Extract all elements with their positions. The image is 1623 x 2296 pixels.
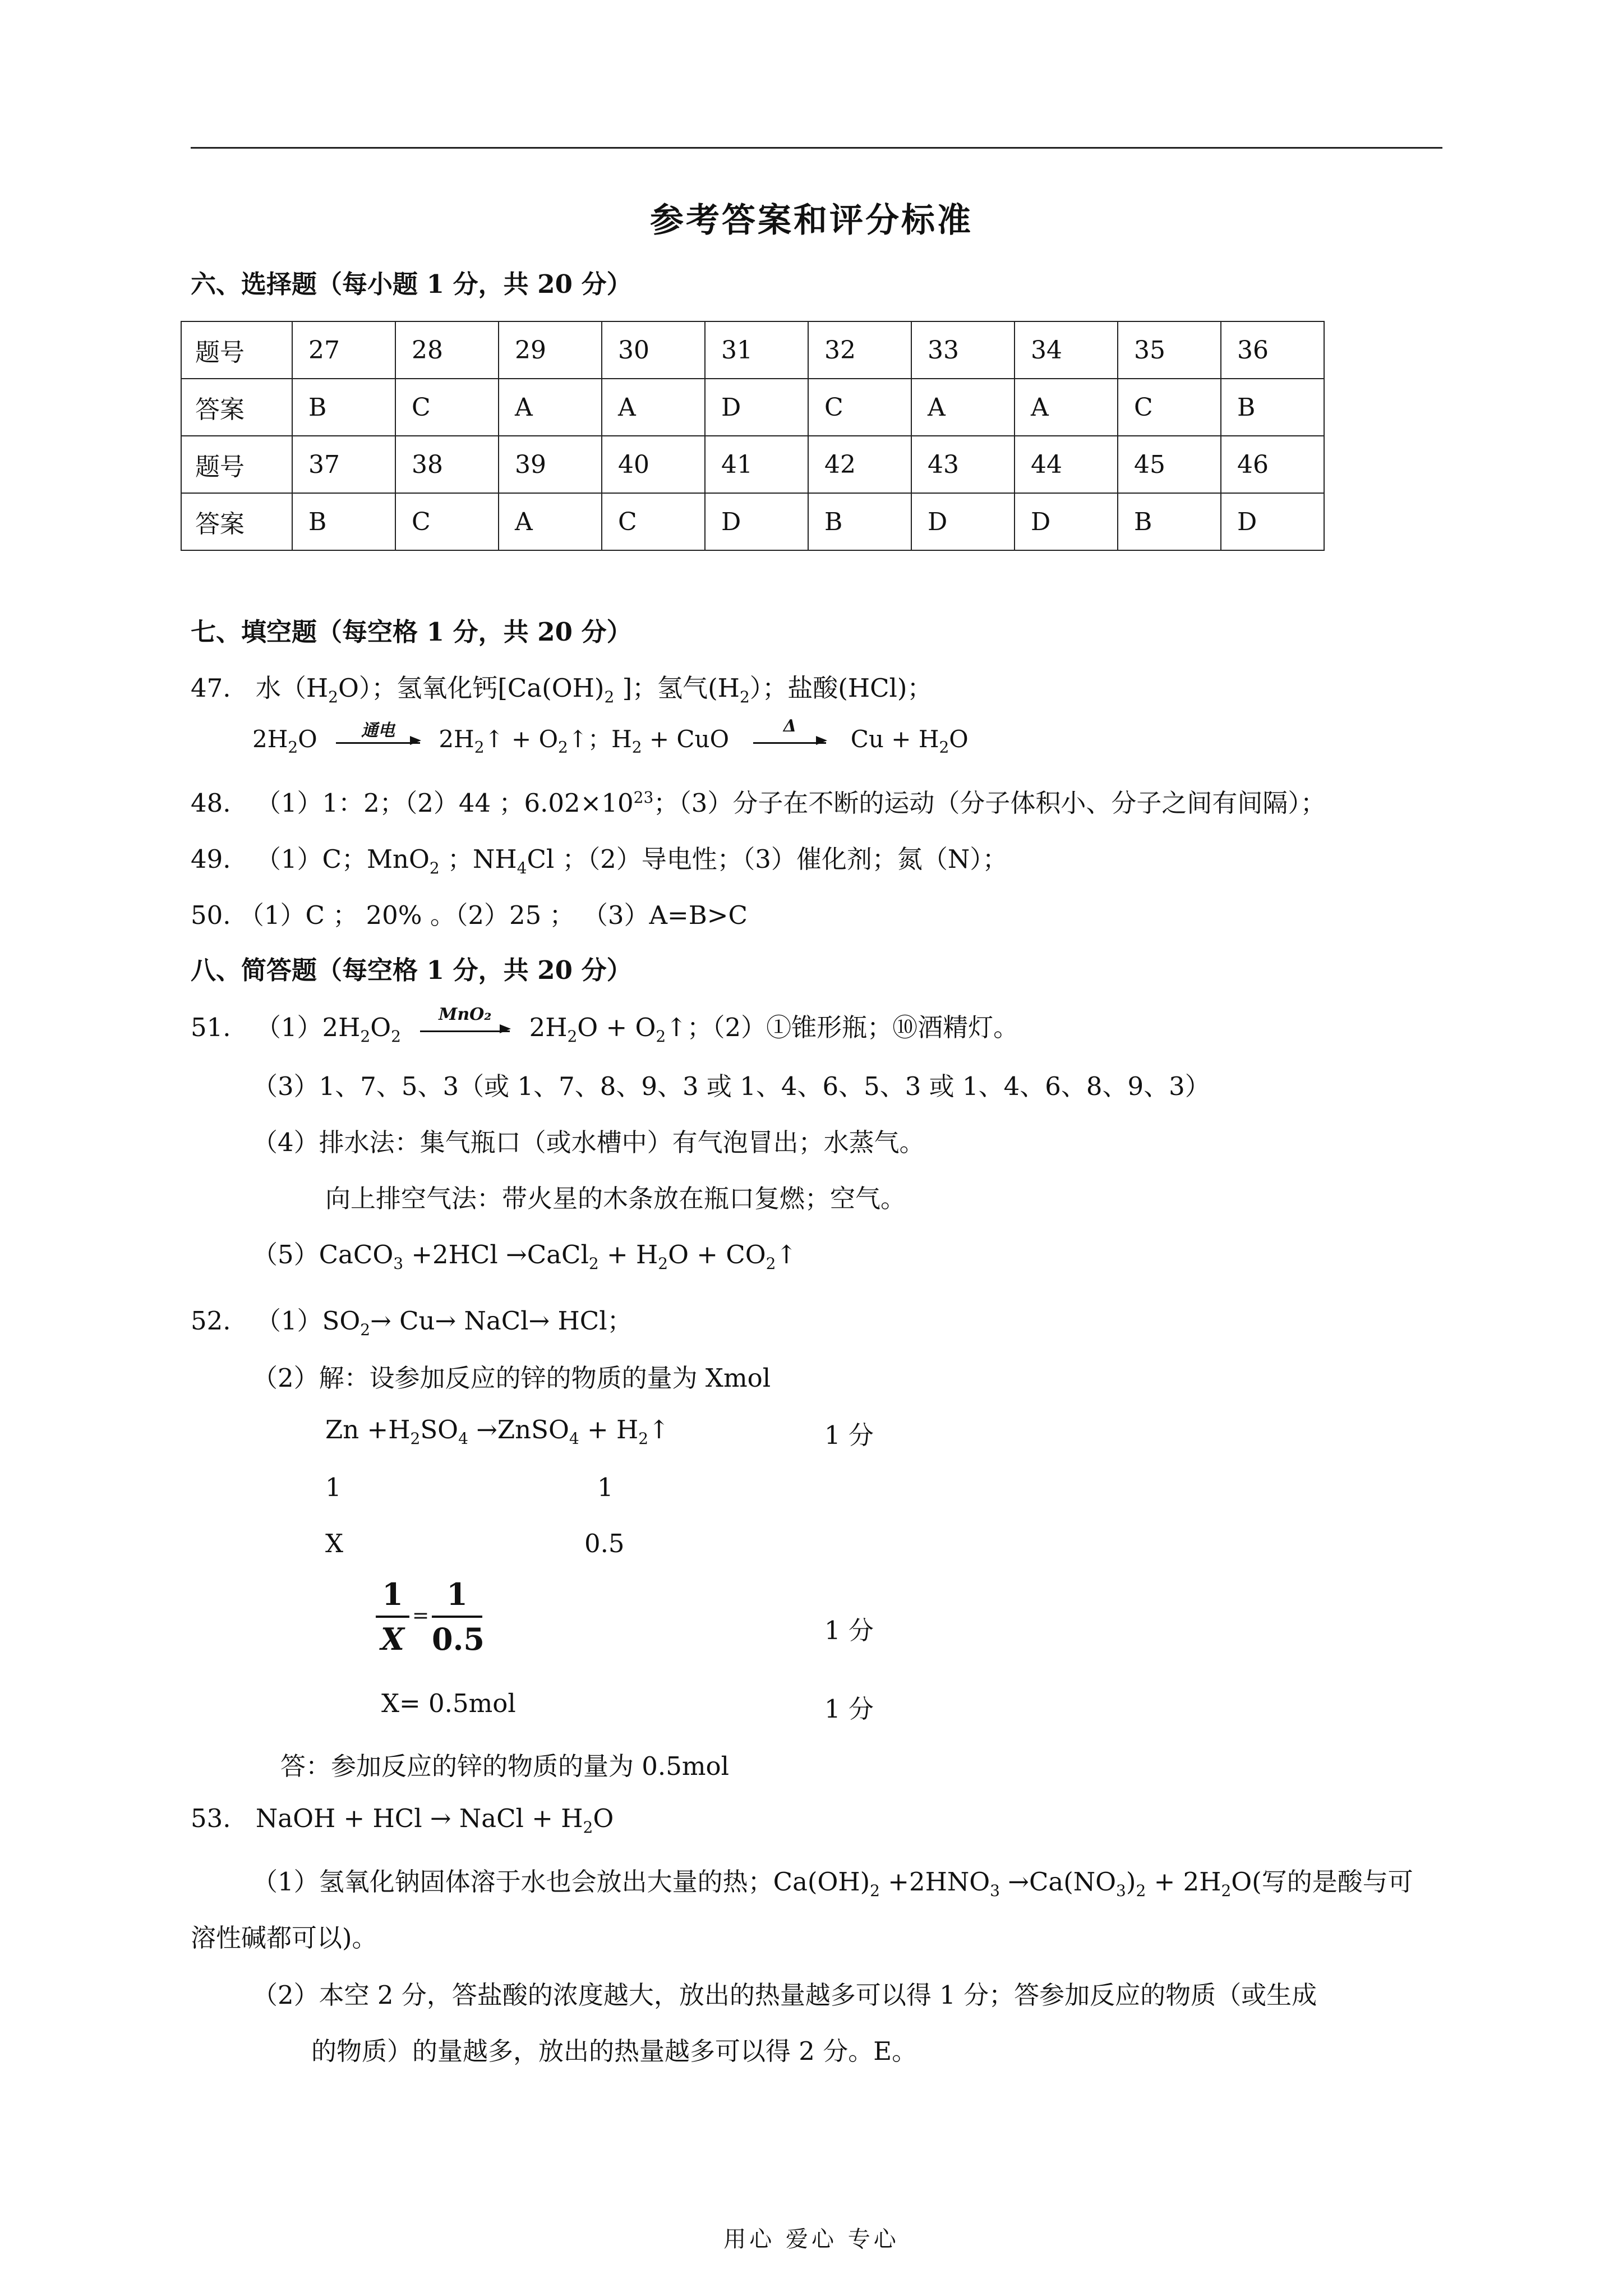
page-title: 参考答案和评分标准 <box>650 201 973 240</box>
table-cell: 45 <box>1118 436 1221 493</box>
q52-part2: （2）解：设参加反应的锌的物质的量为 Xmol <box>252 1363 771 1393</box>
table-cell: 46 <box>1221 436 1324 493</box>
q53-part2b: 的物质）的量越多，放出的热量越多可以得 2 分。E。 <box>311 2036 917 2066</box>
table-cell: 34 <box>1015 321 1118 379</box>
question-number: 47. <box>191 673 231 703</box>
q50-answer: 50. （1）C ； 20% 。（2）25 ； （3）A=B>C <box>191 900 748 930</box>
q52-result: X= 0.5mol <box>381 1688 516 1718</box>
heating-arrow <box>753 716 826 744</box>
ratio-value: 1 <box>597 1473 614 1502</box>
table-cell: B <box>1221 379 1324 436</box>
table-cell: C <box>395 493 499 550</box>
table-cell: A <box>499 379 602 436</box>
table-cell: B <box>1118 493 1221 550</box>
reaction-condition: Δ <box>783 716 797 736</box>
q52-equation: $Zn +H_2SO_4$ →ZnSO$_4$ + $H_2↑$ <box>325 1415 670 1448</box>
section-8-heading: 八、简答题（每空格 1 分，共 20 分） <box>191 955 632 985</box>
q48-answer: 48. （1）1：2；（2）44 ；$6.02\times 10^{23}$；（3）分子在不断的运动（分子体积小、分子之间有间隔）； <box>191 788 1326 818</box>
row-label: 答案 <box>181 379 292 436</box>
question-number: 51. <box>191 1013 231 1042</box>
fraction-denominator: 0.5 <box>432 1621 485 1657</box>
table-cell: 44 <box>1015 436 1118 493</box>
table-row <box>181 436 1324 493</box>
table-cell: 40 <box>602 436 705 493</box>
table-cell: D <box>1015 493 1118 550</box>
table-row <box>181 493 1324 550</box>
fraction-numerator: 1 <box>446 1576 468 1612</box>
row-label: 答案 <box>181 493 292 550</box>
equals-sign: = <box>412 1604 430 1627</box>
ratio-value: X <box>325 1529 344 1558</box>
table-cell: 31 <box>705 321 808 379</box>
q47-equations: $2H_2O$ 通电 $2H_2↑$ + $O_2↑$；$H_2$ + CuO Δ $Cu + H_2O$ <box>252 716 969 757</box>
q53-part1a: （1）氢氧化钠固体溶于水也会放出大量的热；$Ca(OH)_2 +2HNO_3 \to Ca(NO_3)_2 + 2H_2O$(写的是酸与可 <box>252 1867 1413 1900</box>
q49-answer: 49. （1）C；MnO$_2$ ；$NH_4Cl$ ；（2）导电性；（3）催化剂；氮（N）； <box>191 844 1008 877</box>
table-cell: D <box>911 493 1015 550</box>
ratio-value: 0.5 <box>584 1529 625 1558</box>
table-row <box>181 379 1324 436</box>
ratio-value: 1 <box>325 1473 342 1502</box>
header-rule <box>191 147 1442 149</box>
q53-line1: 53. NaOH + HCl → NaCl + $H_2O$ <box>191 1803 614 1837</box>
question-number: 49. <box>191 844 231 874</box>
reaction-condition: 通电 <box>361 720 395 740</box>
q52-answer: 答：参加反应的锌的物质的量为 0.5mol <box>280 1751 730 1781</box>
table-cell: 29 <box>499 321 602 379</box>
table-cell: C <box>602 493 705 550</box>
table-cell: 33 <box>911 321 1015 379</box>
section-7-heading: 七、填空题（每空格 1 分，共 20 分） <box>191 617 632 647</box>
table-cell: B <box>292 379 395 436</box>
table-cell: 35 <box>1118 321 1221 379</box>
table-cell: D <box>705 493 808 550</box>
table-cell: D <box>1221 493 1324 550</box>
question-number: 53. <box>191 1803 231 1833</box>
table-cell: A <box>602 379 705 436</box>
table-cell: B <box>292 493 395 550</box>
fraction-right <box>432 1576 485 1657</box>
table-cell: B <box>808 493 911 550</box>
catalyst-arrow <box>420 1005 510 1032</box>
table-cell: 39 <box>499 436 602 493</box>
table-cell: 43 <box>911 436 1015 493</box>
table-cell: D <box>705 379 808 436</box>
table-cell: C <box>1118 379 1221 436</box>
q51-line1: 51. $(1)2H_2O_2$ MnO₂ $2H_2O$ + $O_2↑$；（2）①锥形瓶；⑩酒精灯。 <box>191 1005 1019 1046</box>
q52-line1: 52. $(1)SO_2\to Cu\to$ NaCl→ HCl； <box>191 1306 633 1339</box>
fraction-denominator: X <box>381 1621 404 1657</box>
reaction-condition: MnO₂ <box>439 1005 492 1024</box>
table-cell: 38 <box>395 436 499 493</box>
row-label: 题号 <box>181 436 292 493</box>
q51-part5: （5）CaCO$_3$ +2HCl →CaCl$_2$ + $H_2O$ + $CO_2↑$ <box>252 1240 797 1273</box>
table-cell: 42 <box>808 436 911 493</box>
table-cell: 36 <box>1221 321 1324 379</box>
electrolysis-arrow <box>336 720 420 744</box>
table-cell: 32 <box>808 321 911 379</box>
table-cell: 27 <box>292 321 395 379</box>
table-cell: 41 <box>705 436 808 493</box>
question-number: 52. <box>191 1306 231 1336</box>
page-footer: 用心 爱心 专心 <box>723 2226 900 2252</box>
fraction-left <box>376 1576 409 1657</box>
table-cell: A <box>499 493 602 550</box>
table-cell: 37 <box>292 436 395 493</box>
row-label: 题号 <box>181 321 292 379</box>
question-number: 48. <box>191 788 231 818</box>
score-label: 1 分 <box>824 1694 874 1724</box>
table-cell: 28 <box>395 321 499 379</box>
table-row <box>181 321 1324 379</box>
section-6-heading: 六、选择题（每小题 1 分，共 20 分） <box>191 269 632 299</box>
table-cell: C <box>395 379 499 436</box>
table-cell: A <box>1015 379 1118 436</box>
q53-part2a: （2）本空 2 分，答盐酸的浓度越大，放出的热量越多可以得 1 分；答参加反应的物质（或生成 <box>252 1980 1317 2010</box>
score-label: 1 分 <box>824 1616 874 1645</box>
q47-line1: 47. 水$(H_2O)$；氢氧化钙[$Ca(OH)_2$ ]；氢气$(H_2)$；盐酸(HCl)； <box>191 673 933 706</box>
q51-part3: （3）1、7、5、3（或 1、7、8、9、3 或 1、4、6、5、3 或 1、4、6、8、9、3） <box>252 1071 1210 1101</box>
q53-part1b: 溶性碱都可以)。 <box>191 1923 377 1953</box>
table-cell: 30 <box>602 321 705 379</box>
table-cell: A <box>911 379 1015 436</box>
fraction-numerator: 1 <box>382 1576 403 1612</box>
q51-part4b: 向上排空气法：带火星的木条放在瓶口复燃；空气。 <box>325 1184 906 1213</box>
answer-table <box>181 321 1325 551</box>
table-cell: C <box>808 379 911 436</box>
score-label: 1 分 <box>824 1420 874 1450</box>
q51-part4a: （4）排水法：集气瓶口（或水槽中）有气泡冒出；水蒸气。 <box>252 1128 925 1157</box>
